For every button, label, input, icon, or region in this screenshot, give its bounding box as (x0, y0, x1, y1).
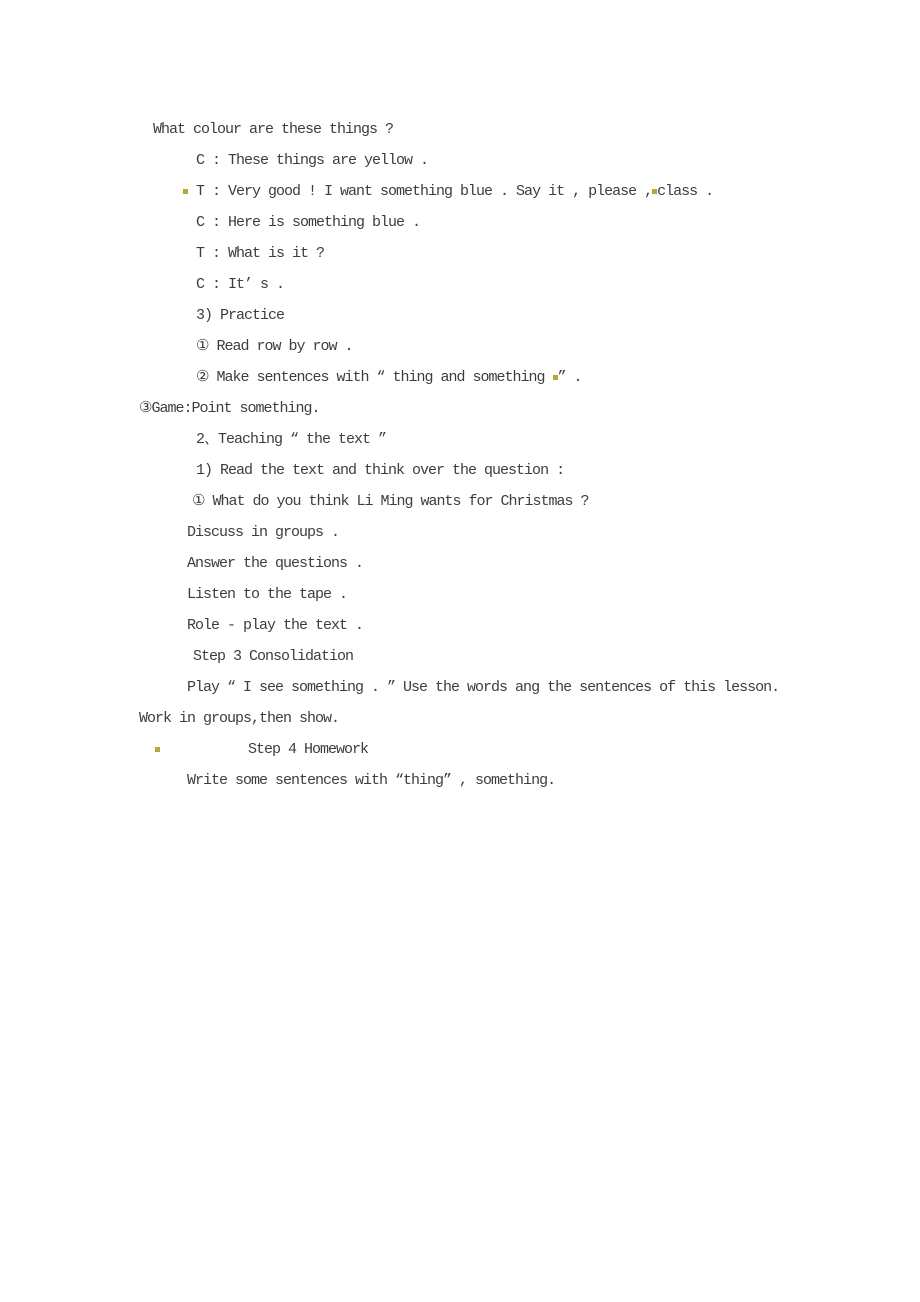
document-line (139, 548, 920, 579)
text-run: Discuss in groups . (187, 524, 340, 541)
text-run: ① What do you think Li Ming wants for Christmas ? (192, 493, 589, 510)
document-line (139, 238, 920, 269)
text-run: 3) Practice (196, 307, 285, 324)
text-run: ① Read row by row . (196, 338, 353, 355)
document-line (139, 641, 920, 672)
document-line (139, 703, 920, 734)
document-line (139, 114, 920, 145)
document-line (139, 300, 920, 331)
text-run: T : Very good ! I want something blue . Say it , please , (188, 183, 653, 200)
document-line (139, 579, 920, 610)
text-run: Write some sentences with “thing” , something. (187, 772, 556, 789)
text-run: ② Make sentences with “ thing and something (196, 369, 553, 386)
document-line (139, 486, 920, 517)
text-run: 1) Read the text and think over the question : (196, 462, 565, 479)
document-line (139, 765, 920, 796)
document-line (139, 331, 920, 362)
document-line (139, 176, 920, 207)
text-run: ” . (557, 369, 582, 386)
text-run: Step 3 Consolidation (193, 648, 354, 665)
document-line (139, 269, 920, 300)
document-line (139, 207, 920, 238)
text-run: ③Game:Point something. (139, 400, 320, 417)
document-line (139, 610, 920, 641)
text-run: Listen to the tape . (187, 586, 348, 603)
text-run: Step 4 Homework (160, 741, 369, 758)
document-line (139, 145, 920, 176)
text-run: C : Here is something blue . (196, 214, 421, 231)
text-run: C : These things are yellow . (196, 152, 429, 169)
text-run: class . (657, 183, 714, 200)
document-line (139, 734, 920, 765)
text-run: T : What is it ? (196, 245, 325, 262)
document-line (139, 517, 920, 548)
document-line (139, 424, 920, 455)
text-run: Work in groups,then show. (139, 710, 340, 727)
text-run: 2、Teaching “ the text ” (196, 431, 387, 448)
document-line (139, 362, 920, 393)
text-run: What colour are these things ? (153, 121, 394, 138)
text-run: C : It’ s . (196, 276, 285, 293)
document-line (139, 393, 920, 424)
document-line (139, 672, 920, 703)
text-run: Role - play the text . (187, 617, 364, 634)
document-line (139, 455, 920, 486)
text-run: Answer the questions . (187, 555, 364, 572)
text-run: Play “ I see something . ” Use the words ang the sentences of this lesson. (187, 679, 780, 696)
